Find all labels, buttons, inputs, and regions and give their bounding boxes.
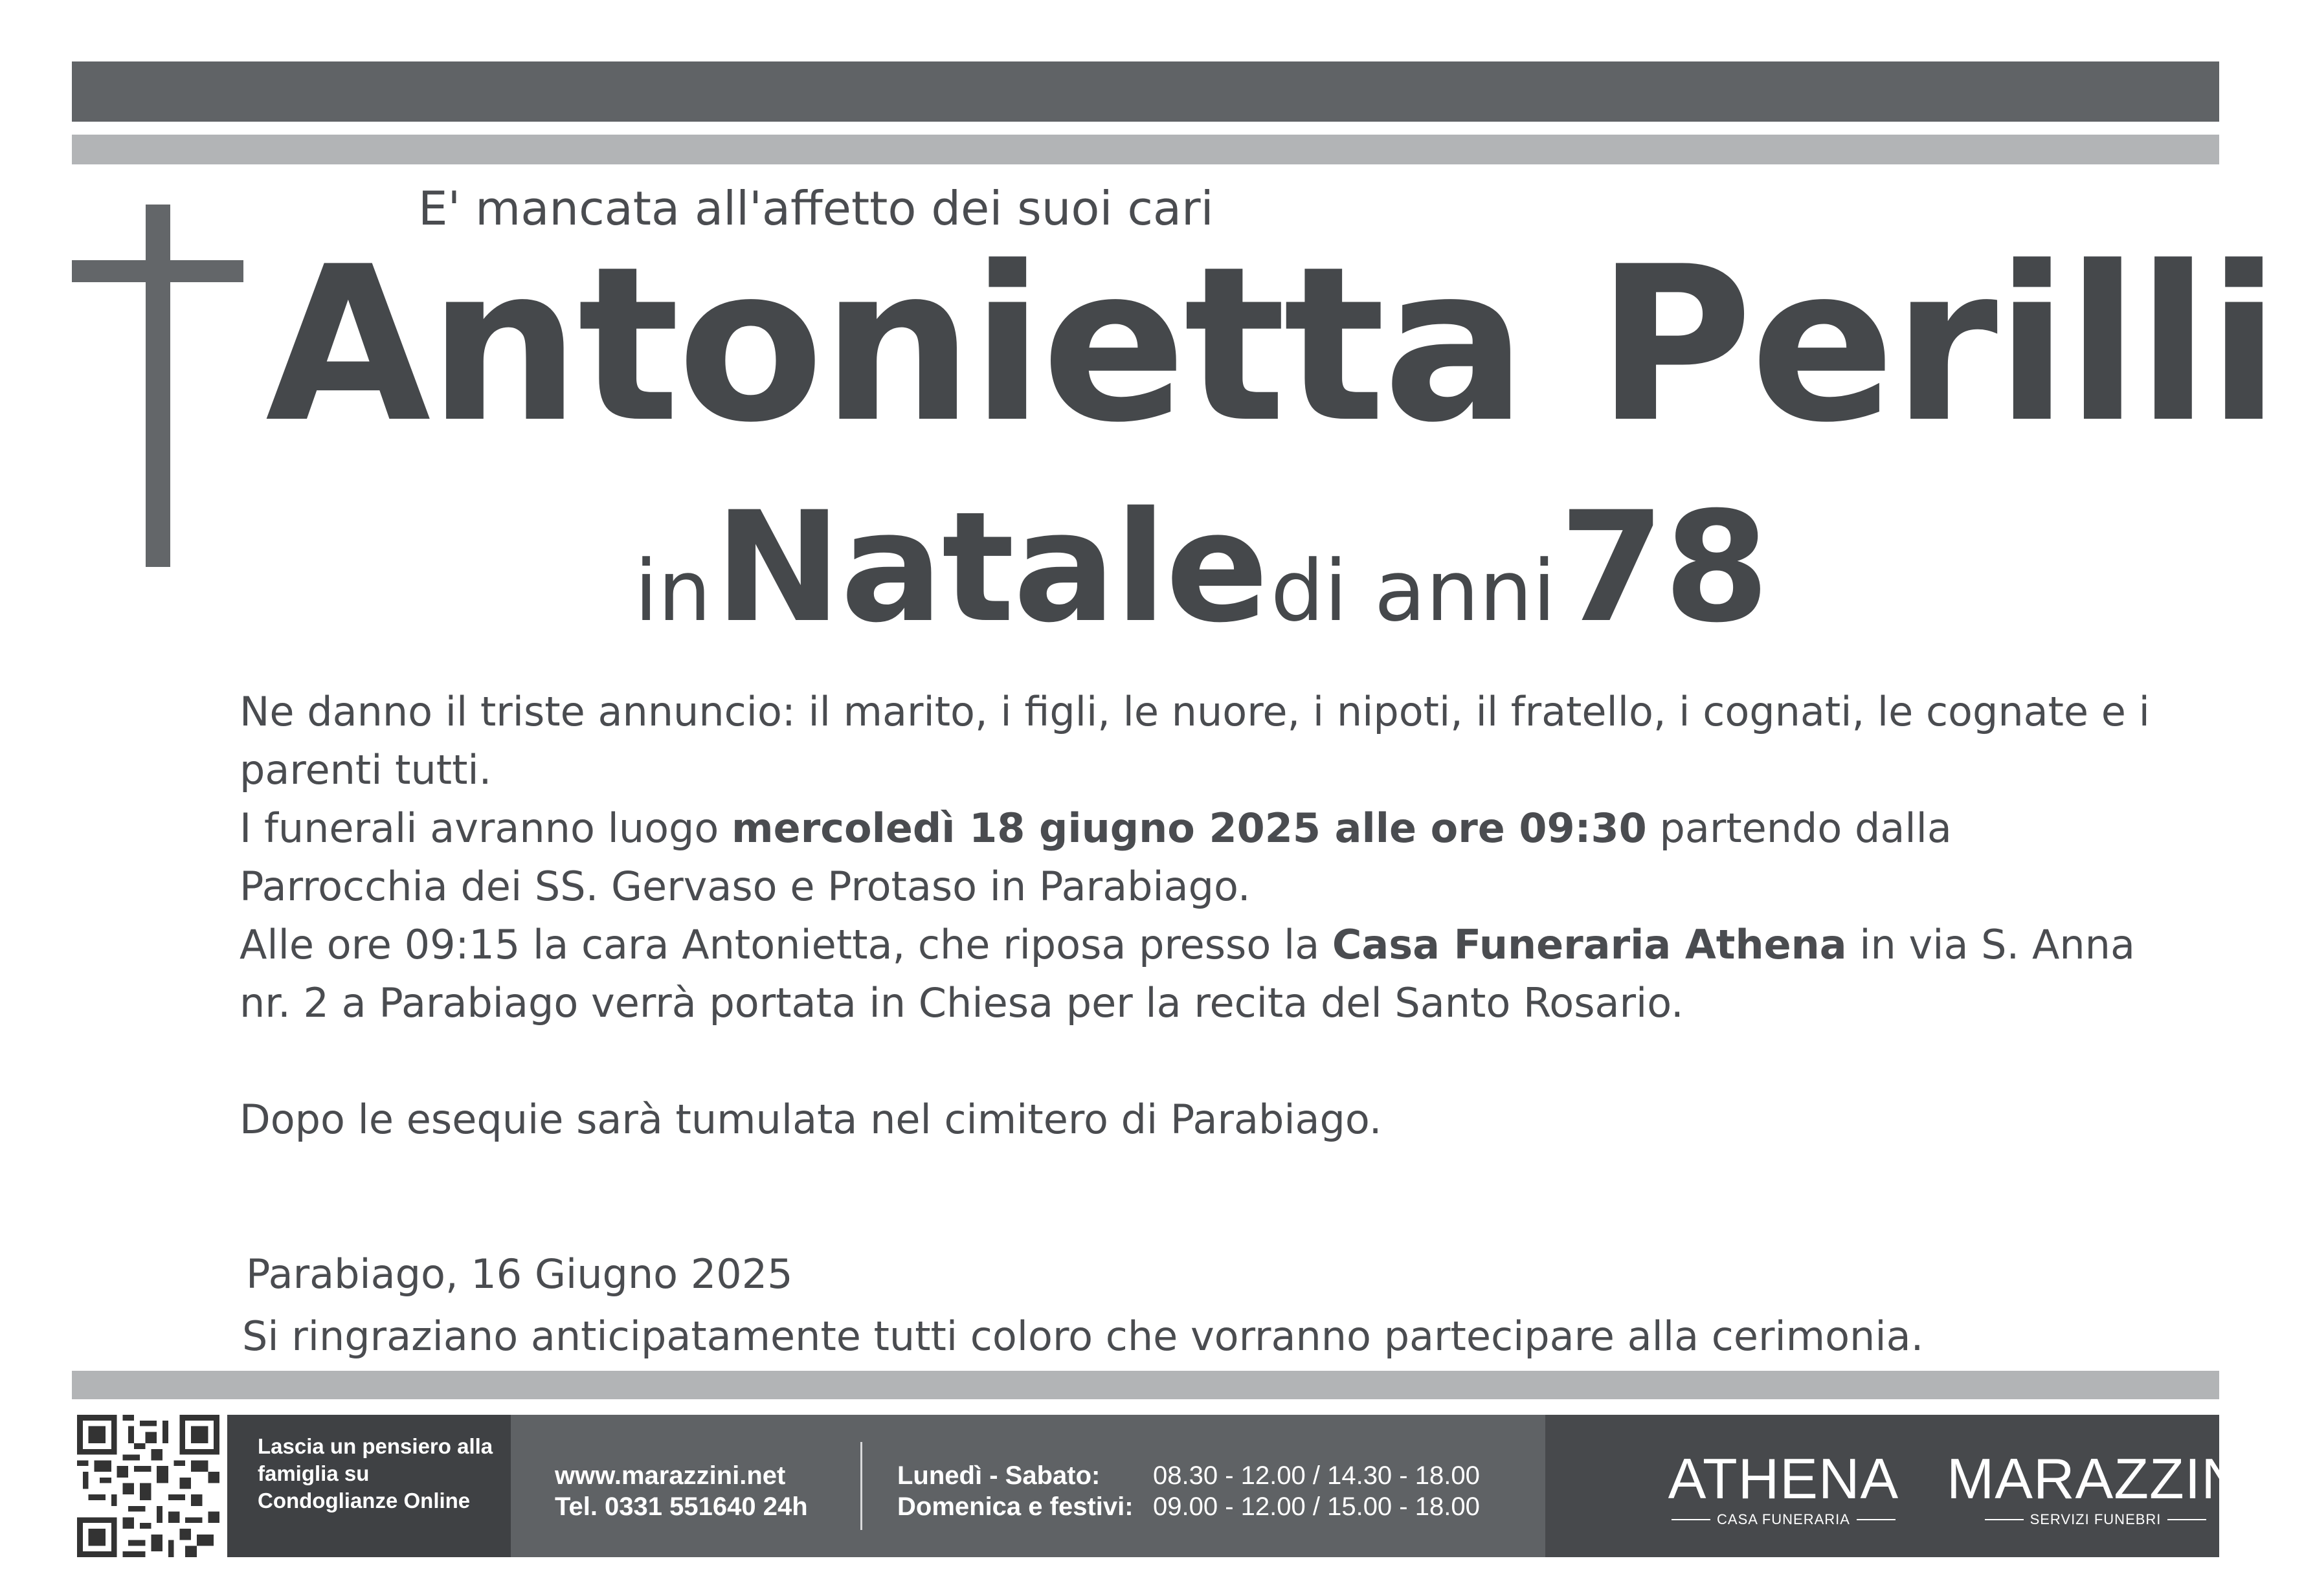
contact-block (511, 1415, 1545, 1557)
bottom-light-band (72, 1371, 2219, 1399)
funeral-home-name: Casa Funeraria Athena (1332, 921, 1847, 968)
top-dark-band (72, 61, 2219, 122)
marazzini-logo: MARAZZINI SERVIZI FUNEBRI (1947, 1446, 2260, 1527)
cross-vertical (146, 205, 170, 567)
condolences-text: Lascia un pensiero alla famiglia su Condoglianze Online (258, 1434, 493, 1513)
cross-horizontal (72, 260, 243, 282)
website-link[interactable]: www.marazzini.net (555, 1461, 786, 1490)
footer-divider (860, 1442, 862, 1530)
funeral-datetime: mercoledì 18 giugno 2025 alle ore 09:30 (732, 804, 1647, 852)
deceased-name: Antonietta Perilli (265, 221, 2278, 469)
married-name: Natale (714, 480, 1268, 656)
age-value: 78 (1559, 480, 1769, 656)
top-light-band (72, 135, 2219, 164)
weekday-label: Lunedì - Sabato: (897, 1461, 1101, 1490)
age-label: di anni (1270, 542, 1556, 640)
rosary-paragraph: Alle ore 09:15 la cara Antonietta, che riposa presso la Casa Funeraria Athena in via S. Anna nr. 2 a Parabiago verrà portata in Chiesa per la recita del Santo Rosario. (240, 921, 2135, 1026)
holiday-hours: 09.00 - 12.00 / 15.00 - 18.00 (1153, 1492, 1480, 1521)
funeral-paragraph: I funerali avranno luogo mercoledì 18 giugno 2025 alle ore 09:30 partendo dalla Parrocchia dei SS. Gervaso e Protaso in Parabiago. (240, 804, 1952, 910)
in-word: in (634, 542, 711, 640)
burial-paragraph: Dopo le esequie sarà tumulata nel cimitero di Parabiago. (240, 1096, 1382, 1143)
condolences-block[interactable] (227, 1415, 511, 1557)
opening-hours (897, 1460, 1480, 1522)
family-paragraph: Ne danno il triste annuncio: il marito, i figli, le nuore, i nipoti, il fratello, i cognati, le cognate e i parenti tutti. (240, 688, 2150, 793)
married-name-age-line (634, 480, 1769, 656)
qr-code-icon[interactable] (77, 1415, 219, 1557)
announcement-body (240, 683, 2169, 1149)
footer (72, 1415, 2260, 1557)
athena-logo: ATHENA CASA FUNERARIA (1668, 1446, 1899, 1527)
holiday-label: Domenica e festivi: (897, 1492, 1134, 1521)
place-date: Parabiago, 16 Giugno 2025 (246, 1250, 793, 1298)
phone-number[interactable]: Tel. 0331 551640 24h (555, 1492, 808, 1521)
weekday-hours: 08.30 - 12.00 / 14.30 - 18.00 (1153, 1461, 1480, 1490)
contact-info (555, 1460, 808, 1522)
thanks-text: Si ringraziano anticipatamente tutti coloro che vorranno partecipare alla cerimonia. (242, 1313, 1924, 1360)
intro-text: E' mancata all'affetto dei suoi cari (418, 181, 1214, 236)
